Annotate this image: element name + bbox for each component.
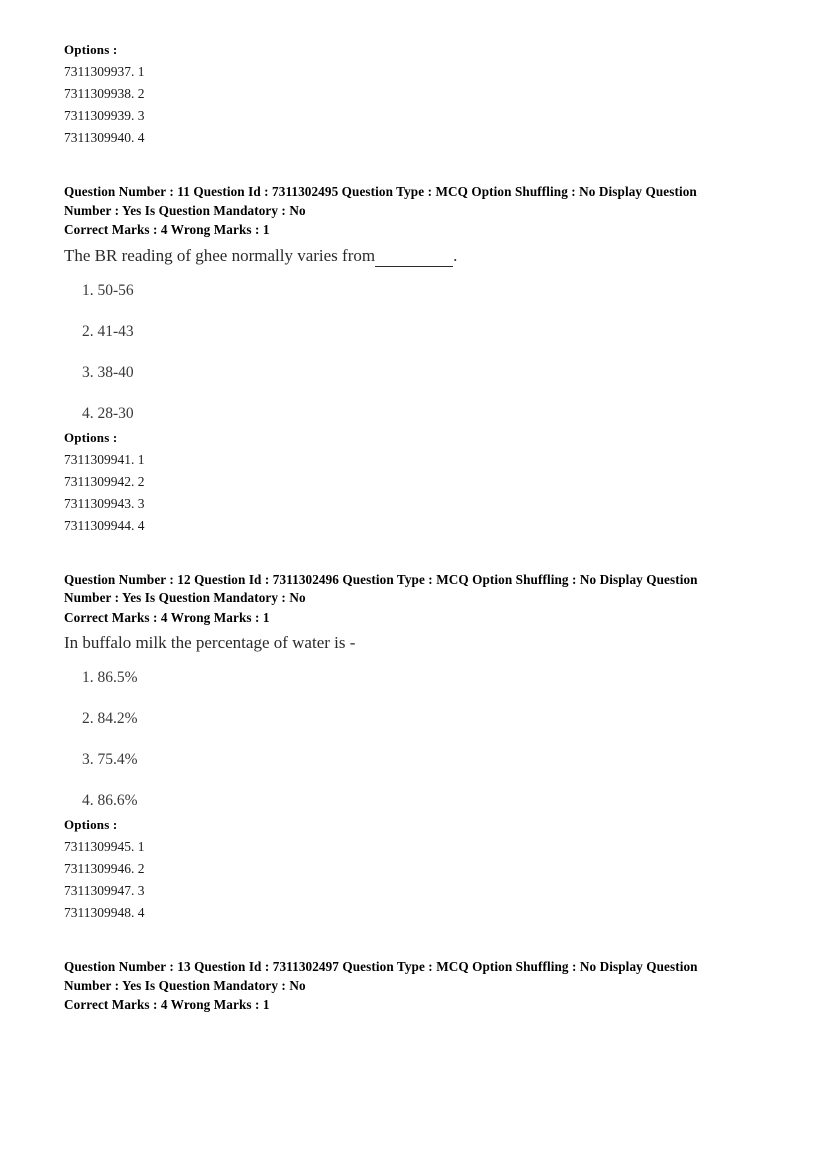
choice-item[interactable]: 2. 41-43: [82, 322, 134, 340]
choice-item[interactable]: 2. 84.2%: [82, 710, 138, 727]
choice-list: [64, 668, 762, 811]
choice-item[interactable]: 4. 86.6%: [82, 792, 138, 809]
choice-item[interactable]: 1. 86.5%: [82, 669, 138, 686]
question-block: [64, 571, 762, 925]
option-id-line: 7311309946. 2: [64, 861, 145, 876]
question-block: [64, 183, 762, 537]
question-marks: Correct Marks : 4 Wrong Marks : 1: [64, 222, 270, 237]
option-id-line: 7311309945. 1: [64, 839, 145, 854]
option-id-line: 7311309940. 4: [64, 130, 145, 145]
question-marks: Correct Marks : 4 Wrong Marks : 1: [64, 609, 270, 625]
option-id-line: 7311309939. 3: [64, 108, 145, 123]
option-id-line: 7311309944. 4: [64, 517, 145, 533]
option-id-line: 7311309941. 1: [64, 451, 145, 467]
options-label: Options :: [64, 42, 118, 57]
answer-blank: [375, 252, 453, 267]
question-meta-line-2: Number : Yes Is Question Mandatory : No: [64, 590, 306, 605]
question-meta: [64, 183, 762, 220]
option-id-line: 7311309937. 1: [64, 64, 145, 79]
question-text-before-blank: The BR reading of ghee normally varies from: [64, 245, 376, 265]
question-text-after-blank: .: [453, 245, 458, 265]
options-group: [64, 430, 762, 537]
options-group: [64, 817, 762, 924]
question-meta-line-1: Question Number : 13 Question Id : 7311302497 Question Type : MCQ Option Shuffling : No Display Question: [64, 959, 698, 974]
choice-item[interactable]: 1. 50-56: [82, 281, 134, 299]
option-id-line: 7311309942. 2: [64, 473, 145, 489]
question-meta: [64, 571, 762, 608]
options-group-top: [64, 42, 762, 149]
choice-item[interactable]: 3. 38-40: [82, 363, 134, 381]
question-meta-line-2: Number : Yes Is Question Mandatory : No: [64, 202, 306, 218]
question-meta-line-2: Number : Yes Is Question Mandatory : No: [64, 977, 306, 993]
options-label: Options :: [64, 429, 118, 445]
question-meta: [64, 958, 762, 995]
option-id-line: 7311309947. 3: [64, 883, 145, 898]
question-marks: Correct Marks : 4 Wrong Marks : 1: [64, 997, 270, 1012]
question-text: [64, 245, 762, 267]
option-id-line: 7311309943. 3: [64, 495, 145, 511]
question-meta-line-1: Question Number : 11 Question Id : 7311302495 Question Type : MCQ Option Shuffling : No Display Question: [64, 184, 697, 199]
question-text: [64, 632, 762, 654]
question-meta-line-1: Question Number : 12 Question Id : 7311302496 Question Type : MCQ Option Shuffling : No Display Question: [64, 571, 698, 587]
option-id-line: 7311309948. 4: [64, 905, 145, 920]
question-block: [64, 958, 762, 1015]
choice-item[interactable]: 3. 75.4%: [82, 751, 138, 768]
options-label: Options :: [64, 817, 118, 832]
choice-item[interactable]: 4. 28-30: [82, 404, 134, 422]
option-id-line: 7311309938. 2: [64, 86, 145, 101]
question-text-before-blank: In buffalo milk the percentage of water is -: [64, 633, 356, 652]
choice-list: [64, 281, 762, 424]
